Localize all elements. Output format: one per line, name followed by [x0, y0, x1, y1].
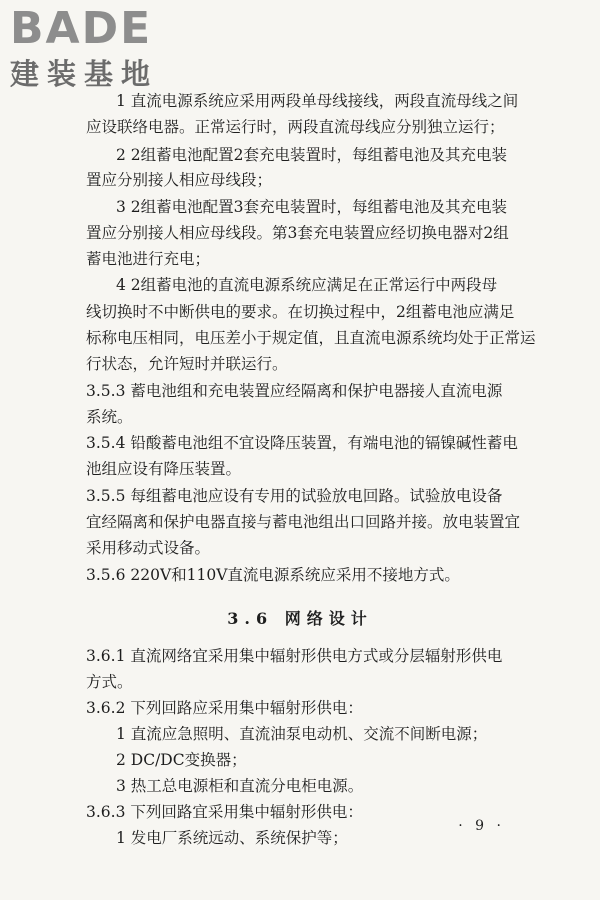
watermark-brand: BADE — [10, 3, 153, 54]
text-line: 1 直流电源系统应采用两段单母线接线，两段直流母线之间 — [116, 92, 519, 110]
section-title: 3.6 网络设计 — [227, 609, 373, 628]
text-line: 采用移动式设备。 — [86, 539, 211, 557]
text-line: 系统。 — [86, 408, 133, 426]
text-line: 3.5.4 铅酸蓄电池组不宜设降压装置，有端电池的镉镍碱性蓄电 — [86, 434, 518, 452]
text-line: 2 DC/DC变换器； — [116, 751, 247, 769]
text-line: 置应分别接人相应母线段。第3套充电装置应经切换电器对2组 — [86, 224, 509, 242]
text-line: 4 2组蓄电池的直流电源系统应满足在正常运行中两段母 — [116, 276, 498, 294]
text-line: 蓄电池进行充电； — [86, 250, 211, 268]
text-line: 线切换时不中断供电的要求。在切换过程中，2组蓄电池应满足 — [86, 303, 515, 321]
text-line: 3.5.6 220V和110V直流电源系统应采用不接地方式。 — [86, 566, 460, 584]
text-line: 3 2组蓄电池配置3套充电装置时，每组蓄电池及其充电装 — [116, 198, 508, 216]
text-line: 置应分别接人相应母线段； — [86, 171, 273, 189]
text-line: 3.6.1 直流网络宜采用集中辐射形供电方式或分层辐射形供电 — [86, 647, 503, 665]
text-line: 1 发电厂系统远动、系统保护等； — [116, 829, 348, 847]
text-line: 应设联络电器。正常运行时，两段直流母线应分别独立运行； — [86, 118, 505, 136]
text-line: 3.6.3 下列回路宜采用集中辐射形供电： — [86, 803, 363, 821]
text-line: 标称电压相同，电压差小于规定值，且直流电源系统均处于正常运 — [86, 329, 536, 347]
text-line: 3.5.5 每组蓄电池应设有专用的试验放电回路。试验放电设备 — [86, 487, 503, 505]
text-line: 1 直流应急照明、直流油泵电动机、交流不间断电源； — [116, 725, 488, 743]
text-line: 宜经隔离和保护电器直接与蓄电池组出口回路并接。放电装置宜 — [86, 513, 521, 531]
watermark-subtitle: 建装基地 — [10, 57, 159, 91]
text-line: 3.6.2 下列回路应采用集中辐射形供电： — [86, 699, 363, 717]
watermark-logo — [10, 4, 190, 96]
page-number: · 9 · — [458, 818, 505, 834]
text-line: 行状态，允许短时并联运行。 — [86, 355, 288, 373]
text-line: 3 热工总电源柜和直流分电柜电源。 — [116, 777, 364, 795]
text-line: 方式。 — [86, 673, 133, 691]
text-line: 2 2组蓄电池配置2套充电装置时，每组蓄电池及其充电装 — [116, 146, 508, 164]
text-line: 池组应设有降压装置。 — [86, 460, 242, 478]
text-line: 3.5.3 蓄电池组和充电装置应经隔离和保护电器接人直流电源 — [86, 382, 503, 400]
